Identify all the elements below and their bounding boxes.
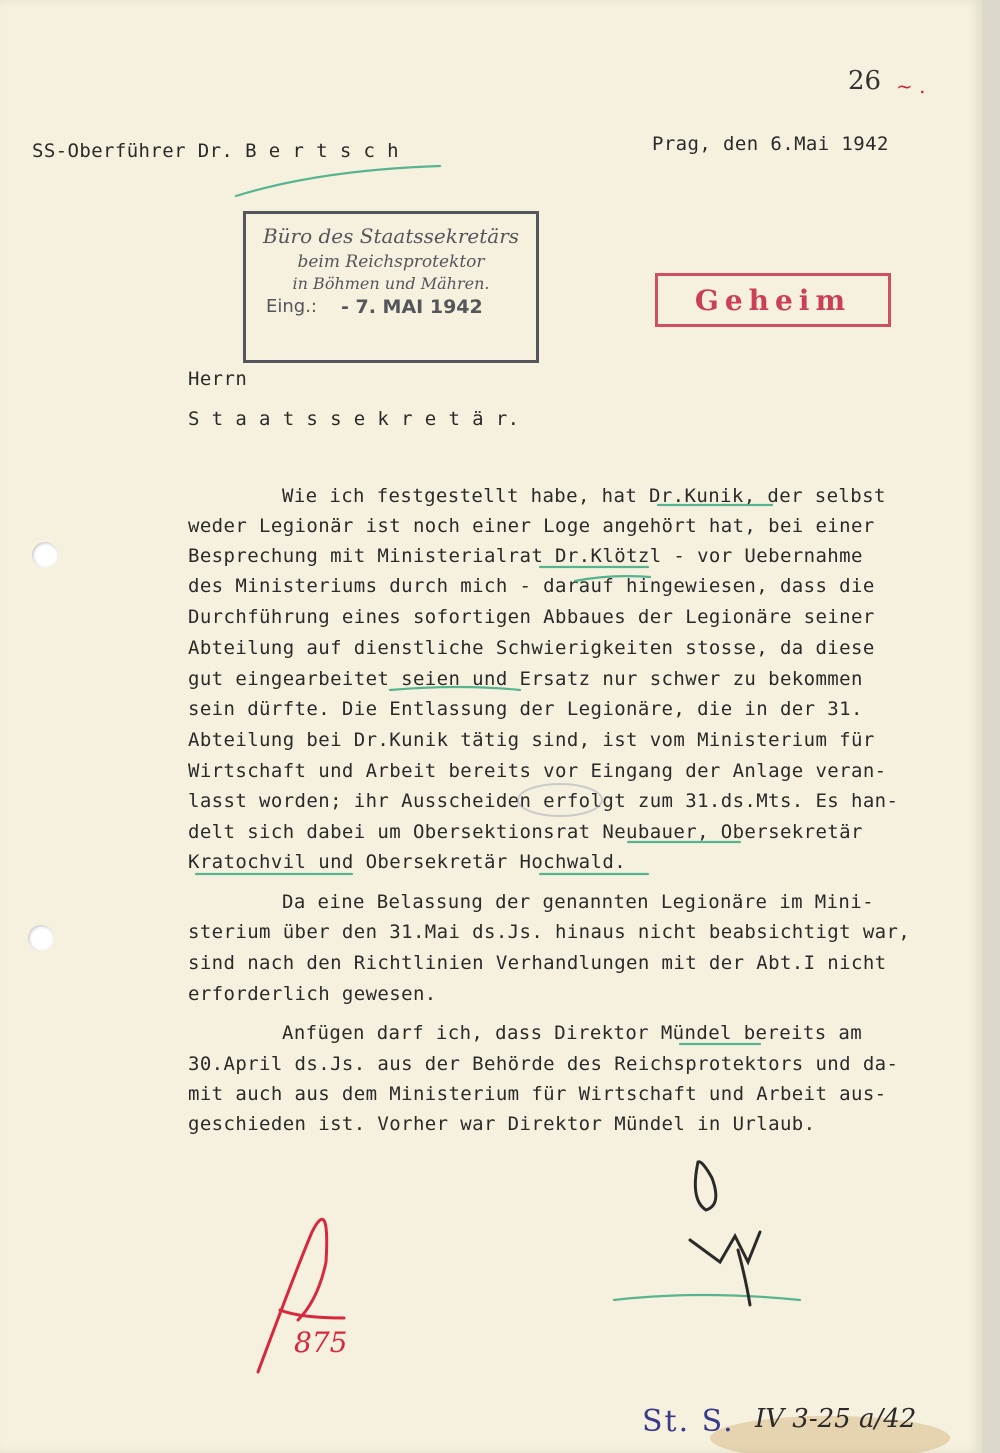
reference-handwritten: IV 3-25 a/42: [755, 1404, 917, 1434]
body-line: 30.April ds.Js. aus der Behörde des Reichsprotektors und da-: [188, 1053, 899, 1075]
red-annotation-number: 875: [294, 1326, 348, 1359]
body-line: weder Legionär ist noch einer Loge angehört hat, bei einer: [188, 515, 875, 537]
stamp-office: Büro des Staatssekretärs: [262, 224, 520, 248]
body-line: Abteilung auf dienstliche Schwierigkeiten stosse, da diese: [188, 637, 875, 659]
green-underline: [236, 166, 440, 196]
green-underline: [390, 687, 520, 690]
faint-stamp-impression: [518, 784, 602, 816]
body-line: Abteilung bei Dr.Kunik tätig sind, ist vom Ministerium für: [188, 729, 875, 751]
date-line: Prag, den 6.Mai 1942: [652, 133, 889, 155]
body-line: Wie ich festgestellt habe, hat Dr.Kunik, der selbst: [282, 485, 886, 507]
body-line: Besprechung mit Ministerialrat Dr.Klötzl - vor Uebernahme: [188, 545, 863, 567]
stamp-received-label: Eing.:: [266, 296, 317, 317]
folio-number: 26: [848, 66, 882, 96]
green-underline: [614, 1295, 800, 1300]
folio-mark: ~ .: [896, 74, 926, 98]
body-line: mit auch aus dem Ministerium für Wirtschaft und Arbeit aus-: [188, 1083, 887, 1105]
classification-stamp: Geheim: [655, 273, 891, 327]
reference-stamp: St. S.: [642, 1404, 735, 1439]
body-line: erforderlich gewesen.: [188, 983, 437, 1005]
green-underline: [575, 576, 650, 581]
body-line: Da eine Belassung der genannten Legionäre im Mini-: [282, 891, 874, 913]
stamp-received-date: - 7. MAI 1942: [341, 296, 483, 318]
body-line: delt sich dabei um Obersektionsrat Neubauer, Obersekretär: [188, 821, 863, 843]
body-line: Wirtschaft und Arbeit bereits vor Eingang der Anlage veran-: [188, 760, 887, 782]
body-line: Durchführung eines sofortigen Abbaues der Legionäre seiner: [188, 606, 875, 628]
stamp-region: in Böhmen und Mähren.: [292, 274, 490, 293]
body-line: Anfügen darf ich, dass Direktor Mündel bereits am: [282, 1022, 863, 1044]
body-line: sind nach den Richtlinien Verhandlungen mit der Abt.I nicht: [188, 952, 887, 974]
body-line: geschieden ist. Vorher war Direktor Mündel in Urlaub.: [188, 1113, 816, 1135]
stamp-authority: beim Reichsprotektor: [297, 252, 485, 272]
body-line: sterium über den 31.Mai ds.Js. hinaus nicht beabsichtigt war,: [188, 921, 911, 943]
body-line: sein dürfte. Die Entlassung der Legionäre, die in der 31.: [188, 698, 863, 720]
salutation: Herrn: [188, 368, 248, 390]
body-line: des Ministeriums durch mich - darauf hingewiesen, dass die: [188, 575, 875, 597]
signature: [690, 1162, 760, 1305]
body-line: Kratochvil und Obersekretär Hochwald.: [188, 851, 627, 873]
recipient: S t a a t s s e k r e t ä r.: [188, 408, 520, 430]
body-line: gut eingearbeitet seien und Ersatz nur schwer zu bekommen: [188, 668, 863, 690]
sender-line: SS-Oberführer Dr. B e r t s c h: [32, 140, 400, 162]
body-line: lasst worden; ihr Ausscheiden erfolgt zum 31.ds.Mts. Es han-: [188, 790, 899, 812]
